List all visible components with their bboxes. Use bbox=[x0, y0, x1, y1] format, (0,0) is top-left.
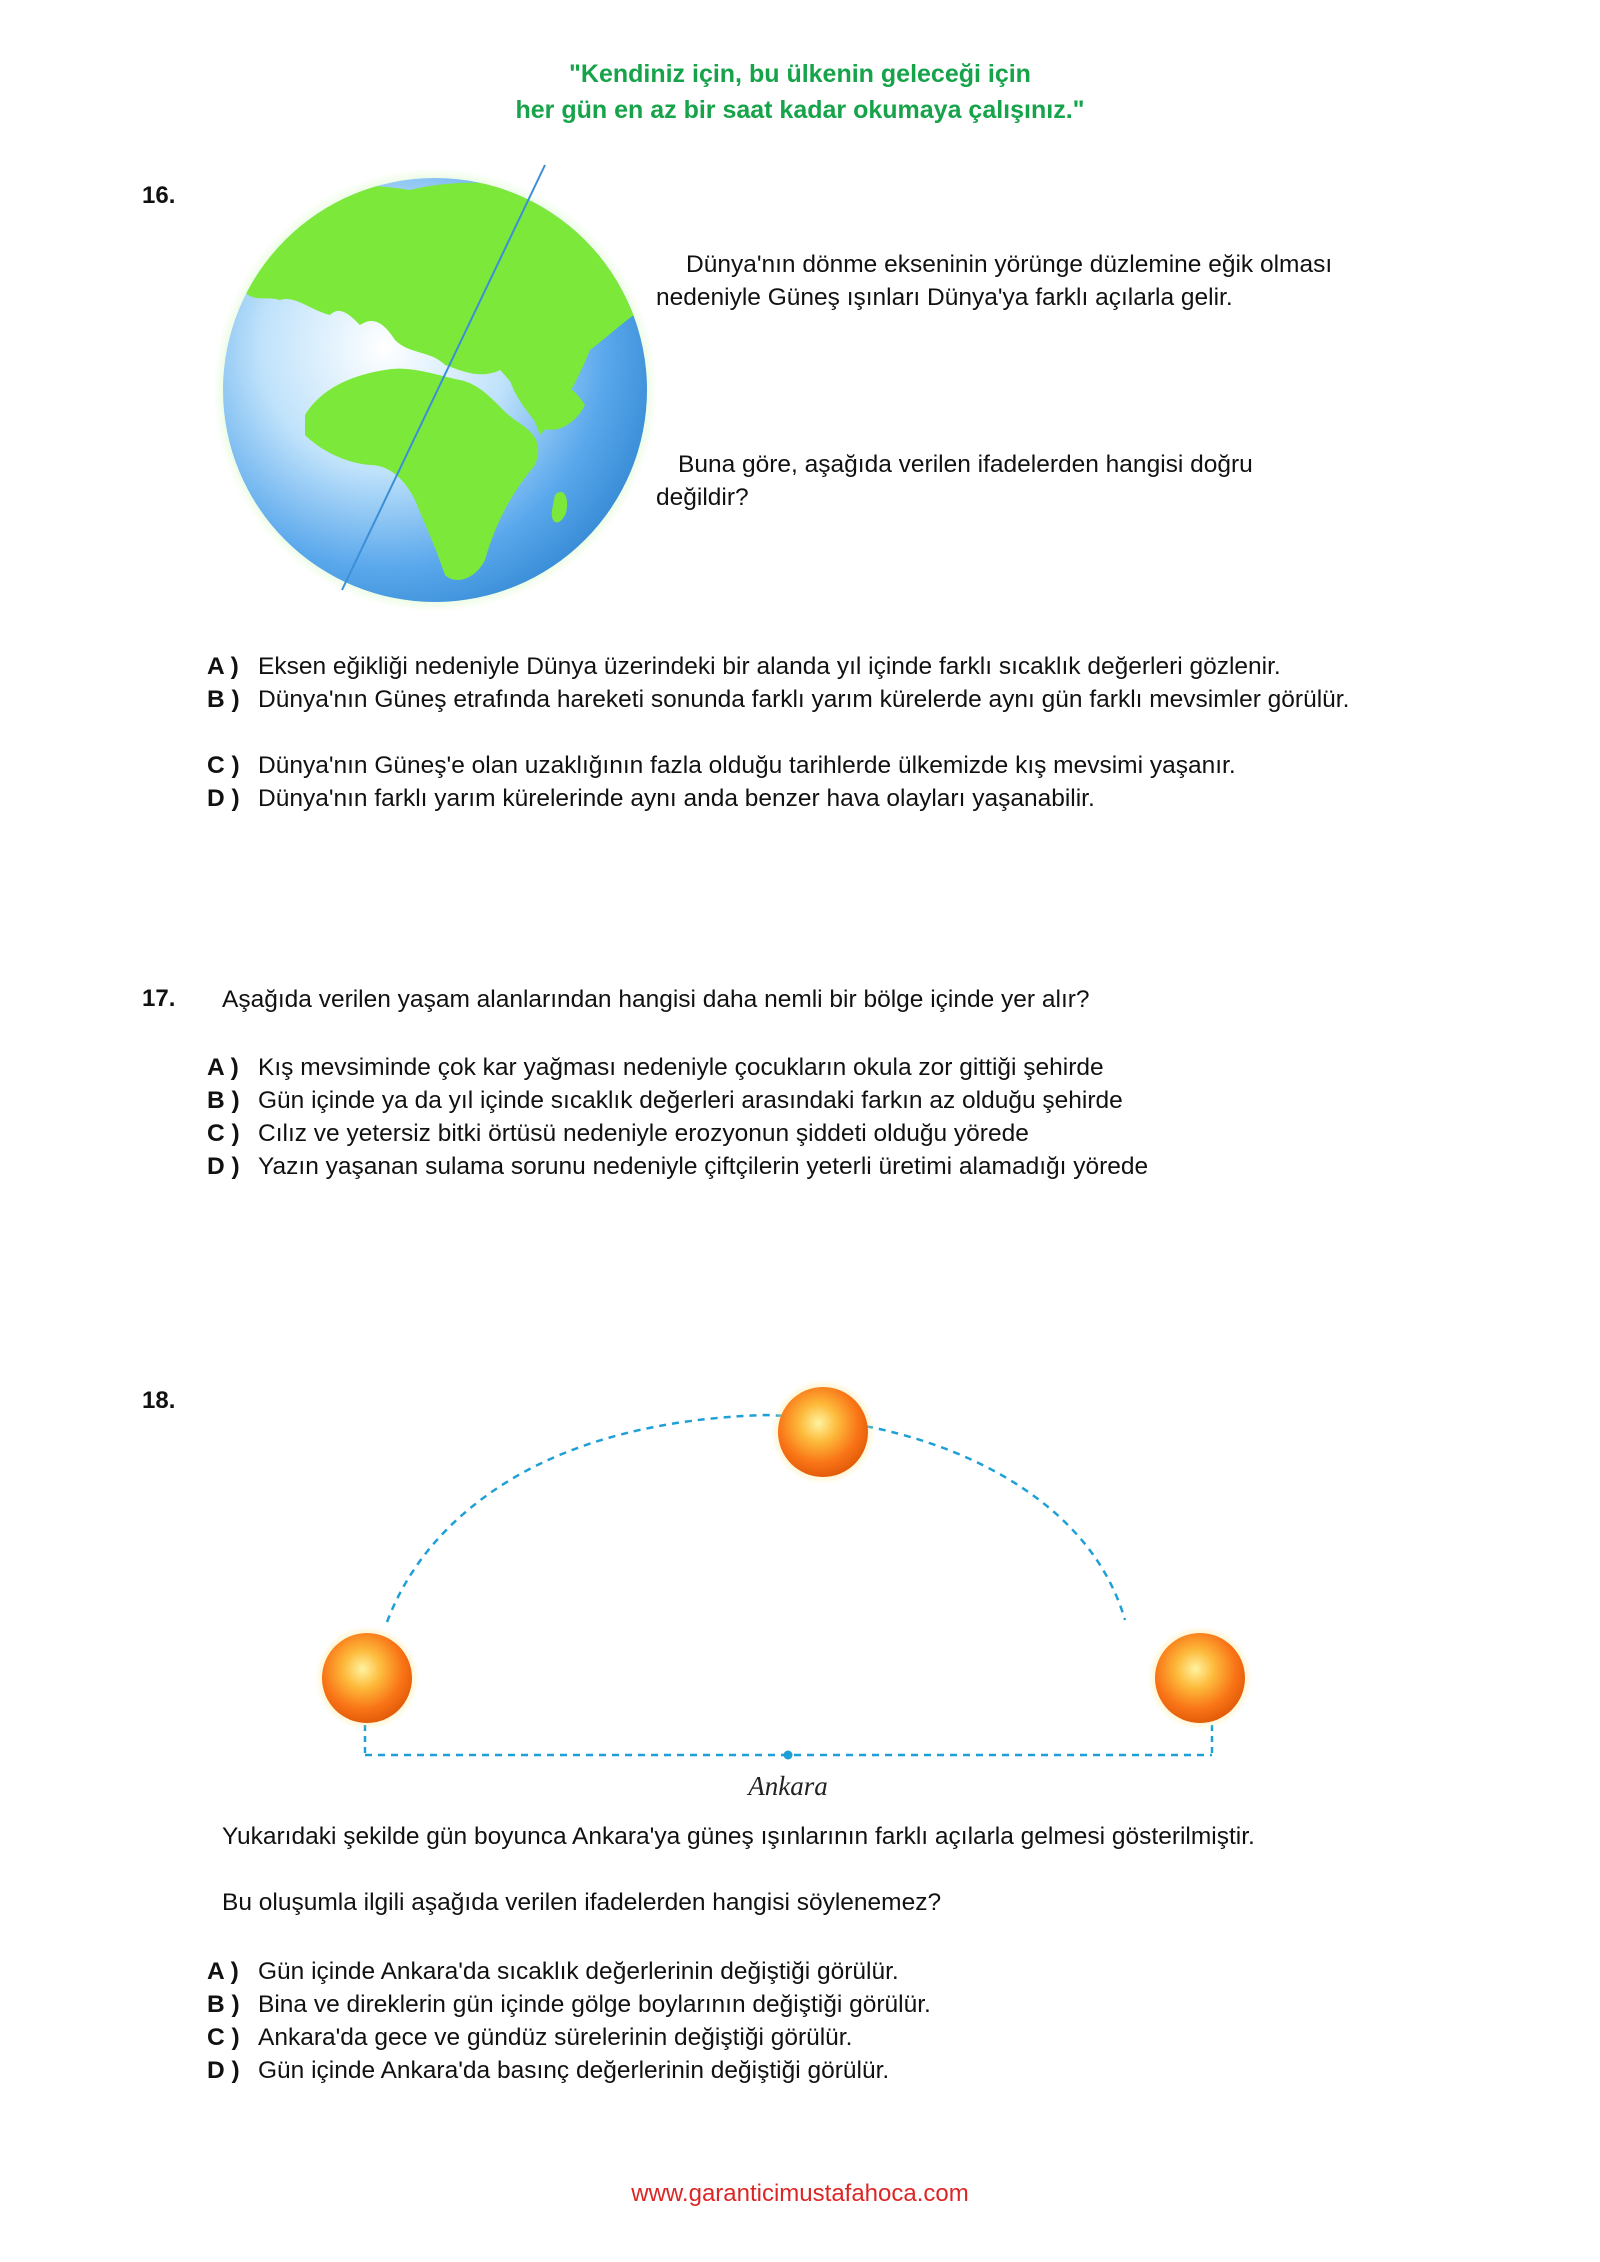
option-letter: A ) bbox=[207, 653, 239, 680]
question-18-prompt: Bu oluşumla ilgili aşağıda verilen ifadelerden hangisi söylenemez? bbox=[222, 1889, 942, 1916]
question-17-option-c[interactable] bbox=[207, 1117, 1427, 1150]
sun-left-icon bbox=[315, 1626, 419, 1730]
question-16-prompt-line-2: değildir? bbox=[656, 484, 749, 511]
question-16-prompt-line-1: Buna göre, aşağıda verilen ifadelerden hangisi doğru bbox=[678, 451, 1253, 478]
question-18-option-b[interactable] bbox=[207, 1988, 1427, 2021]
question-17-option-a[interactable] bbox=[207, 1051, 1427, 1084]
question-17-number: 17. bbox=[142, 985, 176, 1012]
option-letter: D ) bbox=[207, 2057, 240, 2084]
option-text: Eksen eğikliği nedeniyle Dünya üzerindeki bir alanda yıl içinde farklı sıcaklık değerleri gözlenir. bbox=[258, 653, 1281, 680]
ankara-point bbox=[784, 1751, 793, 1760]
question-16-option-c[interactable] bbox=[207, 749, 1427, 782]
option-text: Kış mevsiminde çok kar yağması nedeniyle çocukların okula zor gittiği şehirde bbox=[258, 1054, 1104, 1081]
footer-url[interactable]: www.garanticimustafahoca.com bbox=[631, 2180, 969, 2207]
question-17-option-b[interactable] bbox=[207, 1084, 1427, 1117]
option-text: Gün içinde ya da yıl içinde sıcaklık değerleri arasındaki farkın az olduğu şehirde bbox=[258, 1087, 1123, 1114]
option-letter: A ) bbox=[207, 1958, 239, 1985]
sun-top-icon bbox=[771, 1380, 875, 1484]
question-17-stem: Aşağıda verilen yaşam alanlarından hangisi daha nemli bir bölge içinde yer alır? bbox=[222, 986, 1090, 1013]
question-16-option-d[interactable] bbox=[207, 782, 1427, 815]
question-16-stem bbox=[656, 248, 1332, 314]
option-letter: B ) bbox=[207, 686, 240, 713]
option-text: Dünya'nın farklı yarım kürelerinde aynı anda benzer hava olayları yaşanabilir. bbox=[258, 785, 1095, 812]
option-text: Gün içinde Ankara'da basınç değerlerinin değiştiği görülür. bbox=[258, 2057, 890, 2084]
question-18-option-a[interactable] bbox=[207, 1955, 1427, 1988]
option-letter: C ) bbox=[207, 2024, 240, 2051]
option-letter: B ) bbox=[207, 1991, 240, 2018]
quote-line-1: "Kendiniz için, bu ülkenin geleceği için bbox=[569, 60, 1031, 88]
option-letter: B ) bbox=[207, 1087, 240, 1114]
option-letter: A ) bbox=[207, 1054, 239, 1081]
option-letter: D ) bbox=[207, 1153, 240, 1180]
sun-right-icon bbox=[1148, 1626, 1252, 1730]
option-text: Ankara'da gece ve gündüz sürelerinin değiştiği görülür. bbox=[258, 2024, 853, 2051]
earth-globe-illustration bbox=[210, 165, 660, 610]
option-text: Gün içinde Ankara'da sıcaklık değerlerinin değiştiği görülür. bbox=[258, 1958, 899, 1985]
sun-path-diagram bbox=[310, 1370, 1260, 1801]
question-16-stem-line-2: nedeniyle Güneş ışınları Dünya'ya farklı açılarla gelir. bbox=[656, 284, 1233, 311]
question-16-stem-line-1: Dünya'nın dönme ekseninin yörünge düzlemine eğik olması bbox=[686, 251, 1333, 278]
question-16-option-b[interactable] bbox=[207, 683, 1407, 716]
option-letter: C ) bbox=[207, 752, 240, 779]
option-letter: D ) bbox=[207, 785, 240, 812]
question-18-stem: Yukarıdaki şekilde gün boyunca Ankara'ya güneş ışınlarının farklı açılarla gelmesi gösterilmiştir. bbox=[222, 1823, 1255, 1850]
option-text: Dünya'nın Güneş'e olan uzaklığının fazla olduğu tarihlerde ülkemizde kış mevsimi yaşanır. bbox=[258, 752, 1236, 779]
option-text: Yazın yaşanan sulama sorunu nedeniyle çiftçilerin yeterli üretimi alamadığı yörede bbox=[258, 1153, 1149, 1180]
question-18-option-c[interactable] bbox=[207, 2021, 1427, 2054]
option-text: Cılız ve yetersiz bitki örtüsü nedeniyle erozyonun şiddeti olduğu yörede bbox=[258, 1120, 1029, 1147]
quote-line-2: her gün en az bir saat kadar okumaya çalışınız." bbox=[515, 96, 1085, 124]
ankara-label: Ankara bbox=[748, 1771, 828, 1801]
question-16-option-a[interactable] bbox=[207, 650, 1427, 683]
question-16-number: 16. bbox=[142, 182, 176, 209]
question-18-number: 18. bbox=[142, 1387, 176, 1414]
question-16-prompt bbox=[656, 448, 1253, 514]
option-text: Bina ve direklerin gün içinde gölge boylarının değiştiği görülür. bbox=[258, 1991, 931, 2018]
question-17-option-d[interactable] bbox=[207, 1150, 1427, 1183]
motivational-quote bbox=[0, 56, 1600, 128]
question-18-option-d[interactable] bbox=[207, 2054, 1427, 2087]
option-text: Dünya'nın Güneş etrafında hareketi sonunda farklı yarım kürelerde aynı gün farklı mevsimler görülür. bbox=[258, 686, 1350, 713]
sun-trajectory-arc bbox=[387, 1415, 1125, 1622]
option-letter: C ) bbox=[207, 1120, 240, 1147]
